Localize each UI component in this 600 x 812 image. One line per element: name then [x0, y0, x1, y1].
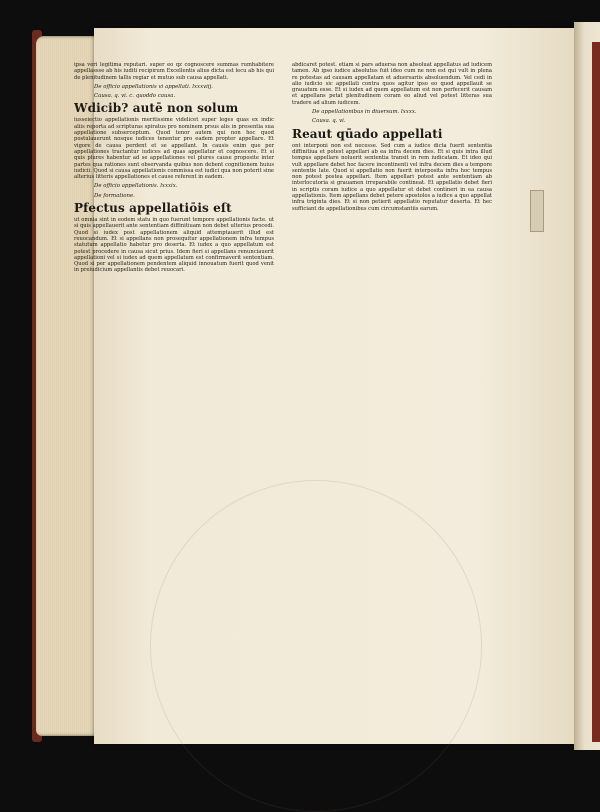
paragraph: iusseiectio appellationis meritissime videlicet super leges quas ex indic aliis reporta ad scripturas spiratus pro nominem prsus alis in presentia sua appellatione subserceptum. Quod tenor autem qui non hoc quod postulauerunt nosque iudices tenentur pro eadem propter appellare. Et vigore de causa perdent et se appellant. In causis enim que per appellationes tractantur iudices ad quas appellatur et cognoscere. Et si quis plures habentur ad se appellationes vel plures cause proposite inter partes qua rationes sunt observanda quibus non debent cognitionem huius iudicii. Quod si causa appellationis commissa est iudici qua non poterit sine alterius litteris appellationes et cause referent in eadem.: [74, 117, 274, 181]
section-heading: Wdicib? autē non solum: [74, 102, 239, 116]
section-rubric-sub: De formatione.: [94, 192, 135, 199]
paragraph: ut omnia sint in eodem statu in quo fuerunt tempore appellationis facte. ut si quis appellauerit ante sententiam diffinitiuam non debet ulterius procedi. Quod si iudex post appellationem aliquid attemptauerit illud est reuocandum. Et si appellans non prosequitur appellationem infra tempus statutum appellatio habetur pro deserta. Et iudex a quo appellatum est potest procedere in causa sicut prius. Idem fieri si appellans renunciauerit appellationi vel si iudex ad quem appellatum est confirmaverit sententiam. Quod si per appellationem pendentem aliquid innouatum fuerit quod venit in preiudicium appellantis debet reuocari.: [74, 217, 274, 274]
section-rubric-sub: Causa. q. vi. c. quoddo causa.: [94, 93, 176, 100]
section-rubric: De officio appellationis vi appellati. lxxxviij.: [94, 83, 213, 90]
tab-marker: [530, 190, 544, 232]
paragraph: ipsa veri legitima reputari. super eo qz cognoscere summas rumhabitere appellassse ab his iuditi recipirum Excellentis alius dicta est lecu ab his qui de plenitudinem tallis regiar et mutuo sub causa appellati.: [74, 62, 274, 81]
paragraph: ont interponi non est necesse. Sed cum a iudice dicta fuerit sententia diffinitiua et potest appellari ab ea infra decem dies. Et si quis intra illud tempus appellare noluerit sententia transit in rem iudicatam. Et ideo qui vult appellare debet hoc facere incontinenti vel infra decem dies a tempore sententie late. Quod si appellatio non fuerit interposita infra hoc tempus non potest postea appellari. Item appellari potest ante sententiam ab interlocutoria si grauamen irreparabile contineat. Et appellatio debet fieri in scriptis coram iudice a quo appellatur et debet contineri in ea causa appellationis. Item appellans debet petere apostolos a iudice a quo appellat infra triginta dies. Et si non petierit appellatio reputatur deserta. Et hec sufficiant de appellationibus cum circumstantiis earum.: [292, 142, 492, 212]
section-rubric: De officio appellationis. lxxxix.: [94, 183, 178, 190]
section-rubric: De appellationibus in diuersum. lxxxx.: [312, 109, 417, 116]
section-heading: Pfectus appellatiōis eſt: [74, 202, 232, 216]
section-heading: Reaut qūado appellati: [292, 127, 443, 141]
left-text-column: [74, 62, 274, 702]
section-rubric-sub: Causa. q. vi.: [312, 118, 346, 125]
paragraph: abdicaret potest. etiam si pars aduersa non absoluat appellatus ad iudicem tamen. Ab ipso iudice absolutus fuit ideo cum ne non est qui vult in plena re potestas ad causam appellatam et aduersariis absoluendum. Vel cedi in alio iudicio sic appellati contra quos agitur ipso eo quod appellauit se grauatum esse. Et si iudex ad quem appellatum est non perfecerit causam et appellans petat plenitudinem coram eo aliud vel potest litteras sua tradere ad alium iudicem.: [292, 62, 492, 106]
right-text-column: [292, 62, 492, 692]
right-cover: [592, 42, 600, 742]
